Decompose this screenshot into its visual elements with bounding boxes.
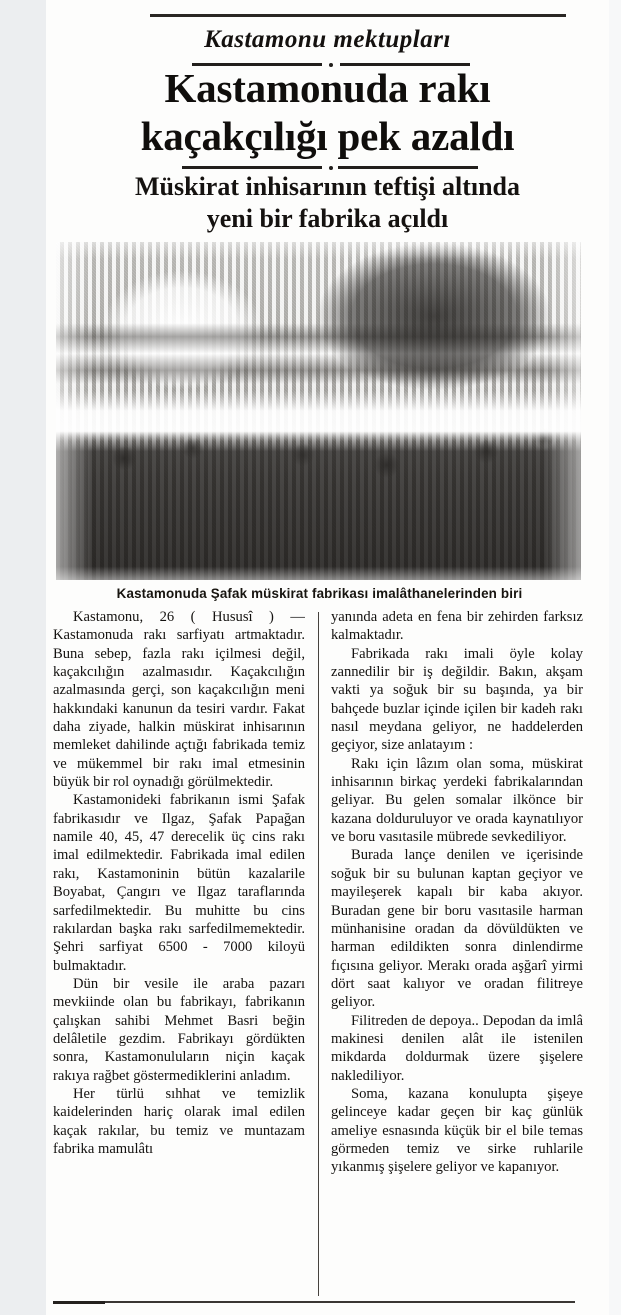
paragraph: Her türlü sıhhat ve temizlik kaidelerinden hariç olarak imal edilen kaçak rakılar, bu temiz ve muntazam fabrika mamulâtı	[53, 1085, 305, 1157]
paragraph: Dün bir vesile ile araba pazarı mevkiinde olan bu fabrikayı, fabrikanın çalışkan sahibi Mehmet Basri beğin delâletile gezdim. Fabrikayı gördükten sonra, Kastamonuluların niçin kaçak rakıya rağbet göstermediklerini anladım.	[53, 975, 305, 1084]
subheadline-line-2: yeni bir fabrika açıldı	[206, 204, 449, 233]
kicker-line: Kastamonu mektupları	[204, 26, 451, 53]
column-divider	[318, 612, 319, 1296]
paragraph: Soma, kazana konulupta şişeye gelinceye kadar geçen bir kaç günlük ameliye esnasında küçük bir el bile temas görmeden temiz ve sirke ruhlarile yıkanmış şişelere geliyor ve kapanıyor.	[331, 1085, 583, 1176]
body-column-left	[53, 608, 305, 1300]
top-rule	[150, 14, 566, 17]
scan-edge-right	[609, 0, 621, 1315]
paragraph: Burada lançe denilen ve içerisinde soğuk bir su bulunan kaptan geçiyor ve mayileşerek kapalı bir kaba akıyor. Buradan gene bir boru vasıtasile harman münhanisine oradan da dövüldükten ve harman edildikten sonra dinlendirme fıçısına geliyor. Merakı orada aşğarî yirmi dört saat kalıyor ve oradan filitreye geliyor.	[331, 847, 583, 1011]
body-column-right	[331, 608, 583, 1300]
headline-line-2: kaçakçılığı pek azaldı	[140, 113, 515, 159]
paragraph: Rakı için lâzım olan soma, müskirat inhisarının birkaç yerdeki fabrikalarından geliyar. Bu gelen somalar ilkönce bir kazana dolduruluyor ve orada kaynatılıyor ve boru vasıtasile mübrede sevkediliyor.	[331, 755, 583, 846]
subheadline-line-1: Müskirat inhisarının teftişi altında	[135, 172, 520, 201]
headline-line-1: Kastamonuda rakı	[164, 65, 491, 111]
rule-center-dot	[329, 166, 333, 170]
paragraph: Kastamonideki fabrikanın ismi Şafak fabrikasıdır ve Ilgaz, Şafak Papağan namile 40, 45, 47 derecelik üç cins rakı imal edilmektedir. Fabrikada imal edilen rakı, Kastamoninin bütün kazalarile Boyabat, Çangırı ve Ilgaz taraflarında sarfedilmektedir. Bu muhitte bu cins rakılardan başka rakı sarfedilmemektedir. Şehri sarfiyat 6500 - 7000 kiloyü bulmaktadır.	[53, 792, 305, 974]
rule-segment-left	[182, 166, 322, 169]
article-photo	[56, 242, 581, 580]
article-body	[53, 608, 583, 1300]
clipping-page	[46, 0, 609, 1315]
subheadline	[46, 171, 609, 235]
scan-edge-left	[0, 0, 46, 1315]
paragraph: yanında adeta en fena bir zehirden farksız kalmaktadır.	[331, 609, 583, 644]
factory-interior-photo	[56, 242, 581, 580]
page-title	[46, 64, 609, 160]
paragraph: Fabrikada rakı imali öyle kolay zannedilir bir iş değildir. Bakın, akşam vakti ya soğuk bir su başında, ya bir bahçede buzlar içinde içilen bir kadeh rakı nasıl meydana geliyor, ne haddelerden geçiyor, size anlatayım :	[331, 645, 583, 754]
rule-segment-right	[338, 166, 478, 169]
bottom-rule	[53, 1301, 575, 1303]
paragraph: Kastamonu, 26 ( Hususî ) — Kastamonuda rakı sarfiyatı artmaktadır. Buna sebep, fazla rakı içilmesi değil, kaçakcılığın azalmasıdır. Kaçakcılığın azalmasında gerçi, son kaçakcılığın meni hakkındaki kanunun da tesiri vardır. Fakat daha ziyade, halkin müskirat inhisarının memleket dahilinde açtığı fabrikada temiz ve mükemmel bir rakı imal etmesinin büyük bir rol oynadığı görülmektedir.	[53, 609, 305, 791]
photo-caption: Kastamonuda Şafak müskirat fabrikası imalâthanelerinden biri	[116, 586, 523, 601]
paragraph: Filitreden de depoya.. Depodan da imlâ makinesi denilen alât ile istenilen mikdarda doldurmak üzere şişelere naklediliyor.	[331, 1012, 583, 1084]
